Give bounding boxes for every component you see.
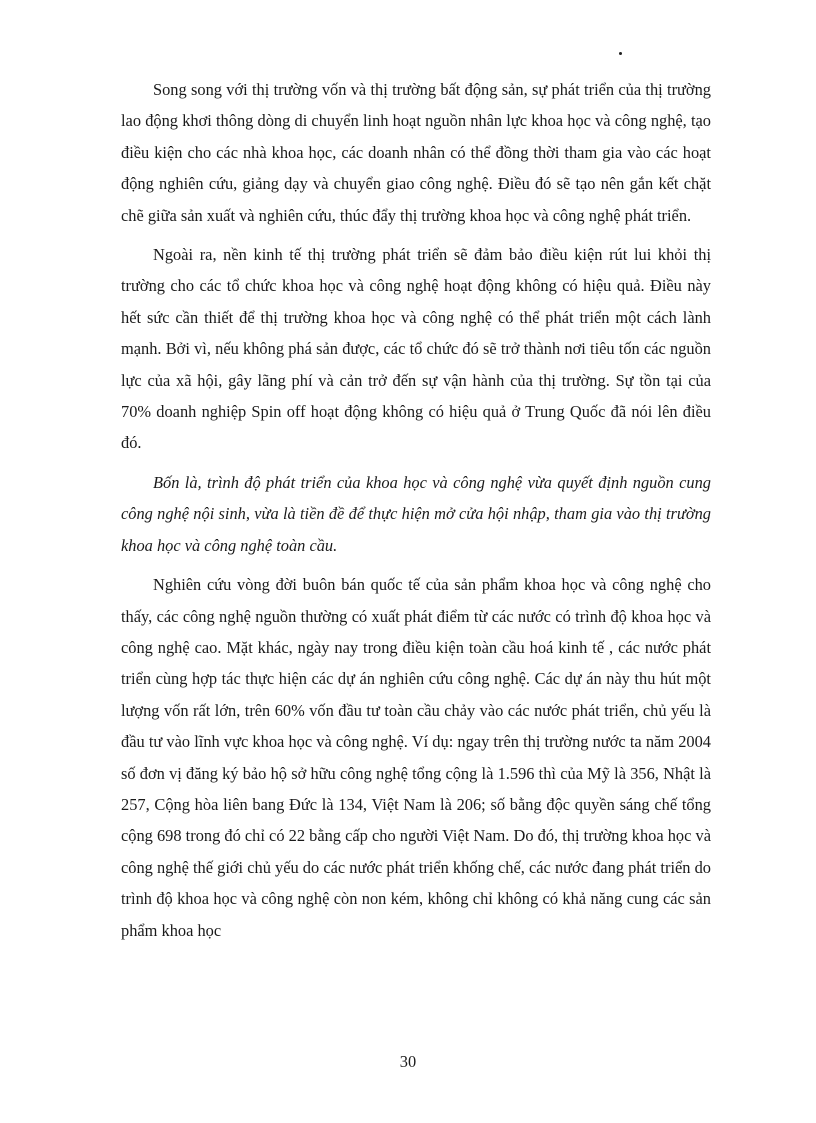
body-text [121, 74, 711, 954]
page-number: 30 [399, 1052, 417, 1071]
paragraph-global-trade-research: Nghiên cứu vòng đời buôn bán quốc tế của sản phẩm khoa học và công nghệ cho thấy, các công nghệ nguồn thường có xuất phát điểm từ các nước có trình độ khoa học và công nghệ cao. Mặt khác, ngày nay trong điều kiện toàn cầu hoá kinh tế , các nước phát triển cùng hợp tác thực hiện các dự án nghiên cứu công nghệ. Các dự án này thu hút một lượng vốn rất lớn, trên 60% vốn đầu tư toàn cầu chảy vào các nước phát triển, chủ yếu là đầu tư vào lĩnh vực khoa học và công nghệ. Ví dụ: ngay trên thị trường nước ta năm 2004 số đơn vị đăng ký bảo hộ sở hữu công nghệ tổng cộng là 1.596 thì của Mỹ là 356, Nhật là 257, Cộng hòa liên bang Đức là 134, Việt Nam là 206; số bằng độc quyền sáng chế tổng cộng 698 trong đó chỉ có 22 bằng cấp cho người Việt Nam. Do đó, thị trường khoa học và công nghệ thế giới chủ yếu do các nước phát triển khống chế, các nước đang phát triển do trình độ khoa học và công nghệ còn non kém, không chỉ không có khả năng cung các sản phẩm khoa học [121, 575, 711, 940]
paragraph-fourth-point-heading: Bốn là, trình độ phát triển của khoa học và công nghệ vừa quyết định nguồn cung công nghệ nội sinh, vừa là tiền đề để thực hiện mở cửa hội nhập, tham gia vào thị trường khoa học và công nghệ toàn cầu. [121, 472, 711, 555]
paragraph-market-exit: Ngoài ra, nền kinh tế thị trường phát triển sẽ đảm bảo điều kiện rút lui khỏi thị trường cho các tổ chức khoa học và công nghệ hoạt động không có hiệu quả. Điều này hết sức cần thiết để thị trường khoa học và công nghệ có thể phát triển một cách lành mạnh. Bởi vì, nếu không phá sản được, các tổ chức đó sẽ trở thành nơi tiêu tốn các nguồn lực của xã hội, gây lãng phí và cản trở đến sự vận hành của thị trường. Sự tồn tại của 70% doanh nghiệp Spin off hoạt động không có hiệu quả ở Trung Quốc đã nói lên điều đó. [121, 245, 711, 453]
scan-speck [619, 52, 622, 55]
paragraph-labor-market: Song song với thị trường vốn và thị trường bất động sản, sự phát triển của thị trường lao động khơi thông dòng di chuyển linh hoạt nguồn nhân lực khoa học và công nghệ, tạo điều kiện cho các nhà khoa học, các doanh nhân có thể đồng thời tham gia vào các hoạt động nghiên cứu, giảng dạy và chuyển giao công nghệ. Điều đó sẽ tạo nên gắn kết chặt chẽ giữa sản xuất và nghiên cứu, thúc đẩy thị trường khoa học và công nghệ phát triển. [121, 80, 711, 225]
